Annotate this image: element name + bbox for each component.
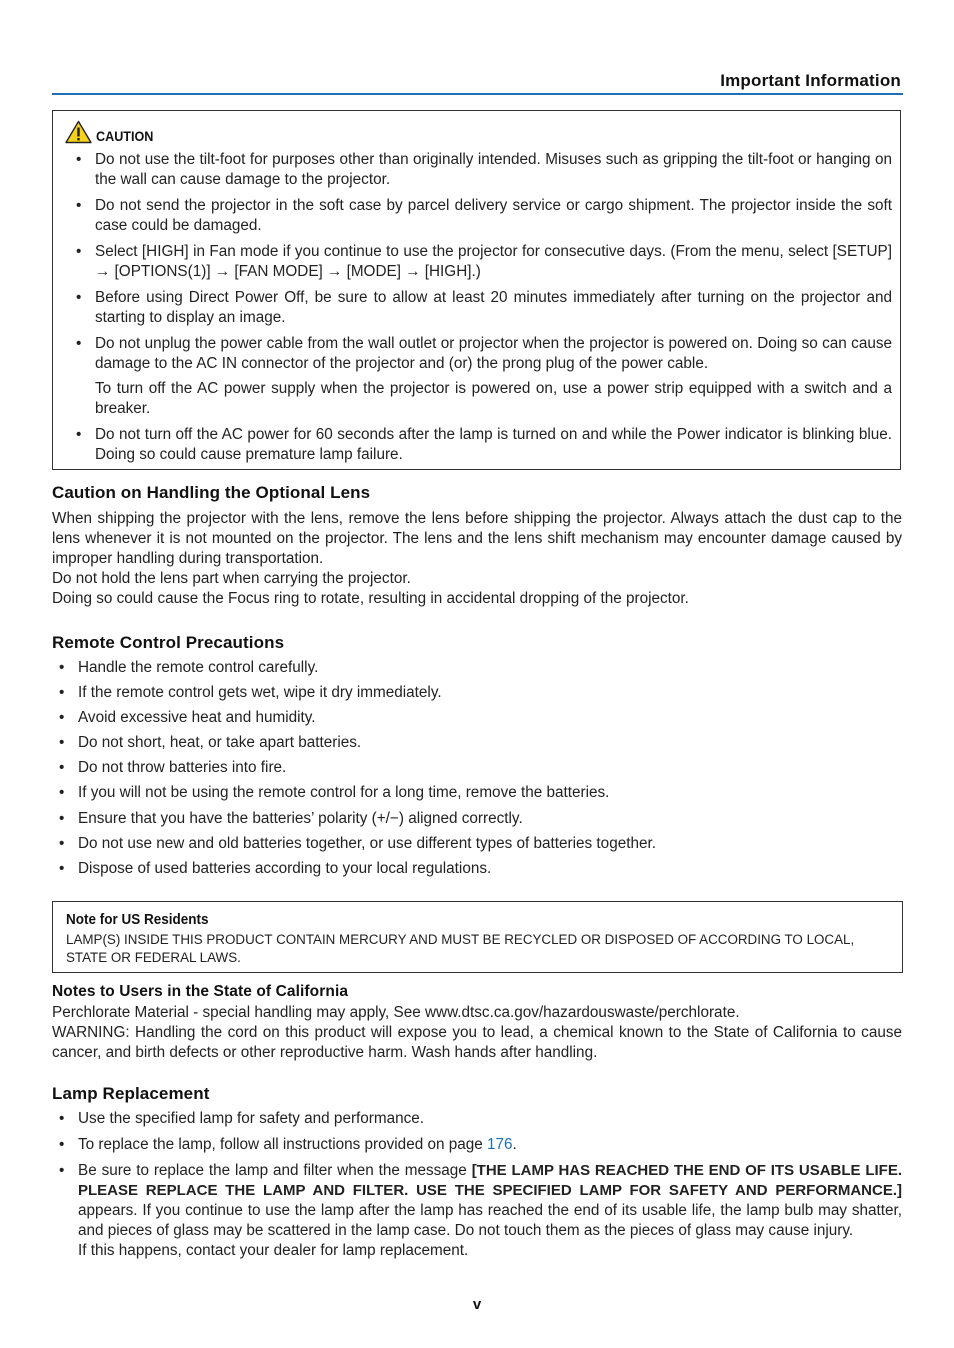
- list-item: • Use the specified lamp for safety and performance.: [59, 1110, 425, 1127]
- warning-triangle-icon: [65, 120, 92, 144]
- page-header-title: Important Information: [720, 71, 901, 90]
- remote-heading: Remote Control Precautions: [52, 633, 285, 652]
- lens-text: [52, 509, 902, 609]
- caution-note: To turn off the AC power supply when the projector is powered on, use a power strip equipped with a switch and a breaker.: [95, 380, 892, 417]
- note-title: Note for US Residents: [66, 911, 209, 928]
- list-item: • Do not use new and old batteries together, or use different types of batteries together.: [59, 834, 656, 852]
- caution-list: [76, 150, 892, 471]
- list-item: • Do not send the projector in the soft case by parcel delivery service or cargo shipment. The projector inside the soft case could be damaged.: [76, 197, 892, 234]
- lens-heading: Caution on Handling the Optional Lens: [52, 483, 371, 502]
- bullet: •: [76, 335, 82, 352]
- bullet: •: [59, 1162, 65, 1179]
- list-item: • Ensure that you have the batteries’ polarity (+/−) aligned correctly.: [59, 809, 523, 827]
- bullet: •: [59, 709, 65, 727]
- note-text: LAMP(S) INSIDE THIS PRODUCT CONTAIN MERCURY AND MUST BE RECYCLED OR DISPOSED OF ACCORDING TO LOCAL, STATE OR FEDERAL LAWS.: [66, 932, 855, 965]
- bullet: •: [59, 1110, 65, 1127]
- paragraph: Do not hold the lens part when carrying the projector.: [52, 570, 411, 587]
- list-item: • If the remote control gets wet, wipe it dry immediately.: [59, 684, 442, 702]
- bullet: •: [59, 784, 65, 802]
- list-item: • Do not short, heat, or take apart batteries.: [59, 734, 362, 752]
- california-heading: Notes to Users in the State of California: [52, 983, 349, 1000]
- bullet: •: [76, 243, 82, 260]
- bullet: •: [76, 197, 82, 214]
- page-number: v: [472, 1296, 482, 1313]
- paragraph: When shipping the projector with the lens, remove the lens before shipping the projector. Always attach the dust cap to the lens whenever it is not mounted on the projector. The lens and the lens shift mechanism may encounter damage caused by improper handling during transportation.: [52, 510, 902, 567]
- bullet: •: [59, 734, 65, 752]
- caution-heading: [65, 120, 160, 144]
- list-item: • Before using Direct Power Off, be sure to allow at least 20 minutes immediately after turning on the projector and starting to display an image.: [76, 289, 892, 326]
- us-residents-note-box: [52, 901, 903, 973]
- bullet: •: [59, 659, 65, 676]
- bullet: •: [59, 834, 65, 852]
- list-item: • Be sure to replace the lamp and filter when the message [THE LAMP HAS REACHED THE END OF ITS USABLE LIFE. PLEASE REPLACE THE LAMP AND FILTER. USE THE SPECIFIED LAMP FOR SAFETY AND PERFORMANCE.] appears. If you continue to use the lamp after the lamp has reached the end of its usable life, the lamp bulb may shatter, and pieces of glass may be scattered in the lamp case. Do not touch them as the pieces of glass may cause injury. If this happens, contact your dealer for lamp replacement.: [59, 1162, 902, 1259]
- bullet: •: [76, 289, 82, 306]
- list-item: • To replace the lamp, follow all instructions provided on page 176.: [59, 1136, 517, 1153]
- bullet: •: [59, 859, 65, 877]
- paragraph: WARNING: Handling the cord on this product will expose you to lead, a chemical known to the State of California to cause cancer, and birth defects or other reproductive harm. Wash hands after handling.: [52, 1024, 902, 1061]
- lamp-heading: Lamp Replacement: [52, 1084, 210, 1103]
- remote-list: [59, 658, 902, 884]
- caution-box: [52, 110, 901, 470]
- bullet: •: [59, 684, 65, 702]
- list-item: • Do not use the tilt-foot for purposes other than originally intended. Misuses such as gripping the tilt-foot or hanging on the wall can cause damage to the projector.: [76, 151, 892, 188]
- list-item: • Do not turn off the AC power for 60 seconds after the lamp is turned on and while the Power indicator is blinking blue. Doing so could cause premature lamp failure.: [76, 426, 892, 463]
- list-item: • Do not unplug the power cable from the wall outlet or projector when the projector is powered on. Doing so can cause damage to the AC IN connector of the projector and (or) the prong plug of the power cable.: [76, 335, 892, 372]
- list-item: • Dispose of used batteries according to your local regulations.: [59, 859, 492, 877]
- bullet: •: [76, 151, 82, 168]
- list-item: • Select [HIGH] in Fan mode if you continue to use the projector for consecutive days. (From the menu, select [SETUP] → [OPTIONS(1)] → [FAN MODE] → [MODE] → [HIGH].): [76, 243, 892, 280]
- list-item: • Avoid excessive heat and humidity.: [59, 709, 316, 727]
- bullet: •: [59, 809, 65, 827]
- california-text: [52, 1003, 902, 1063]
- bullet: •: [59, 1136, 65, 1153]
- list-item: • Handle the remote control carefully.: [59, 659, 319, 676]
- bullet: •: [76, 426, 82, 443]
- lamp-list: [59, 1109, 902, 1267]
- page-link[interactable]: 176: [487, 1136, 513, 1153]
- list-item: • Do not throw batteries into fire.: [59, 759, 287, 777]
- header-divider: [52, 93, 903, 95]
- paragraph: Perchlorate Material - special handling may apply, See www.dtsc.ca.gov/hazardouswaste/perchlorate.: [52, 1004, 740, 1021]
- list-item: • If you will not be using the remote control for a long time, remove the batteries.: [59, 784, 610, 802]
- bullet: •: [59, 759, 65, 777]
- warning-label: WARNING: [52, 1024, 126, 1041]
- caution-label: CAUTION: [96, 128, 154, 144]
- paragraph: Doing so could cause the Focus ring to rotate, resulting in accidental dropping of the projector.: [52, 590, 689, 607]
- lamp-message: [THE LAMP HAS REACHED THE END OF ITS USABLE LIFE. PLEASE REPLACE THE LAMP AND FILTER. USE THE SPECIFIED LAMP FOR SAFETY AND PERFORMANCE.]: [78, 1162, 902, 1199]
